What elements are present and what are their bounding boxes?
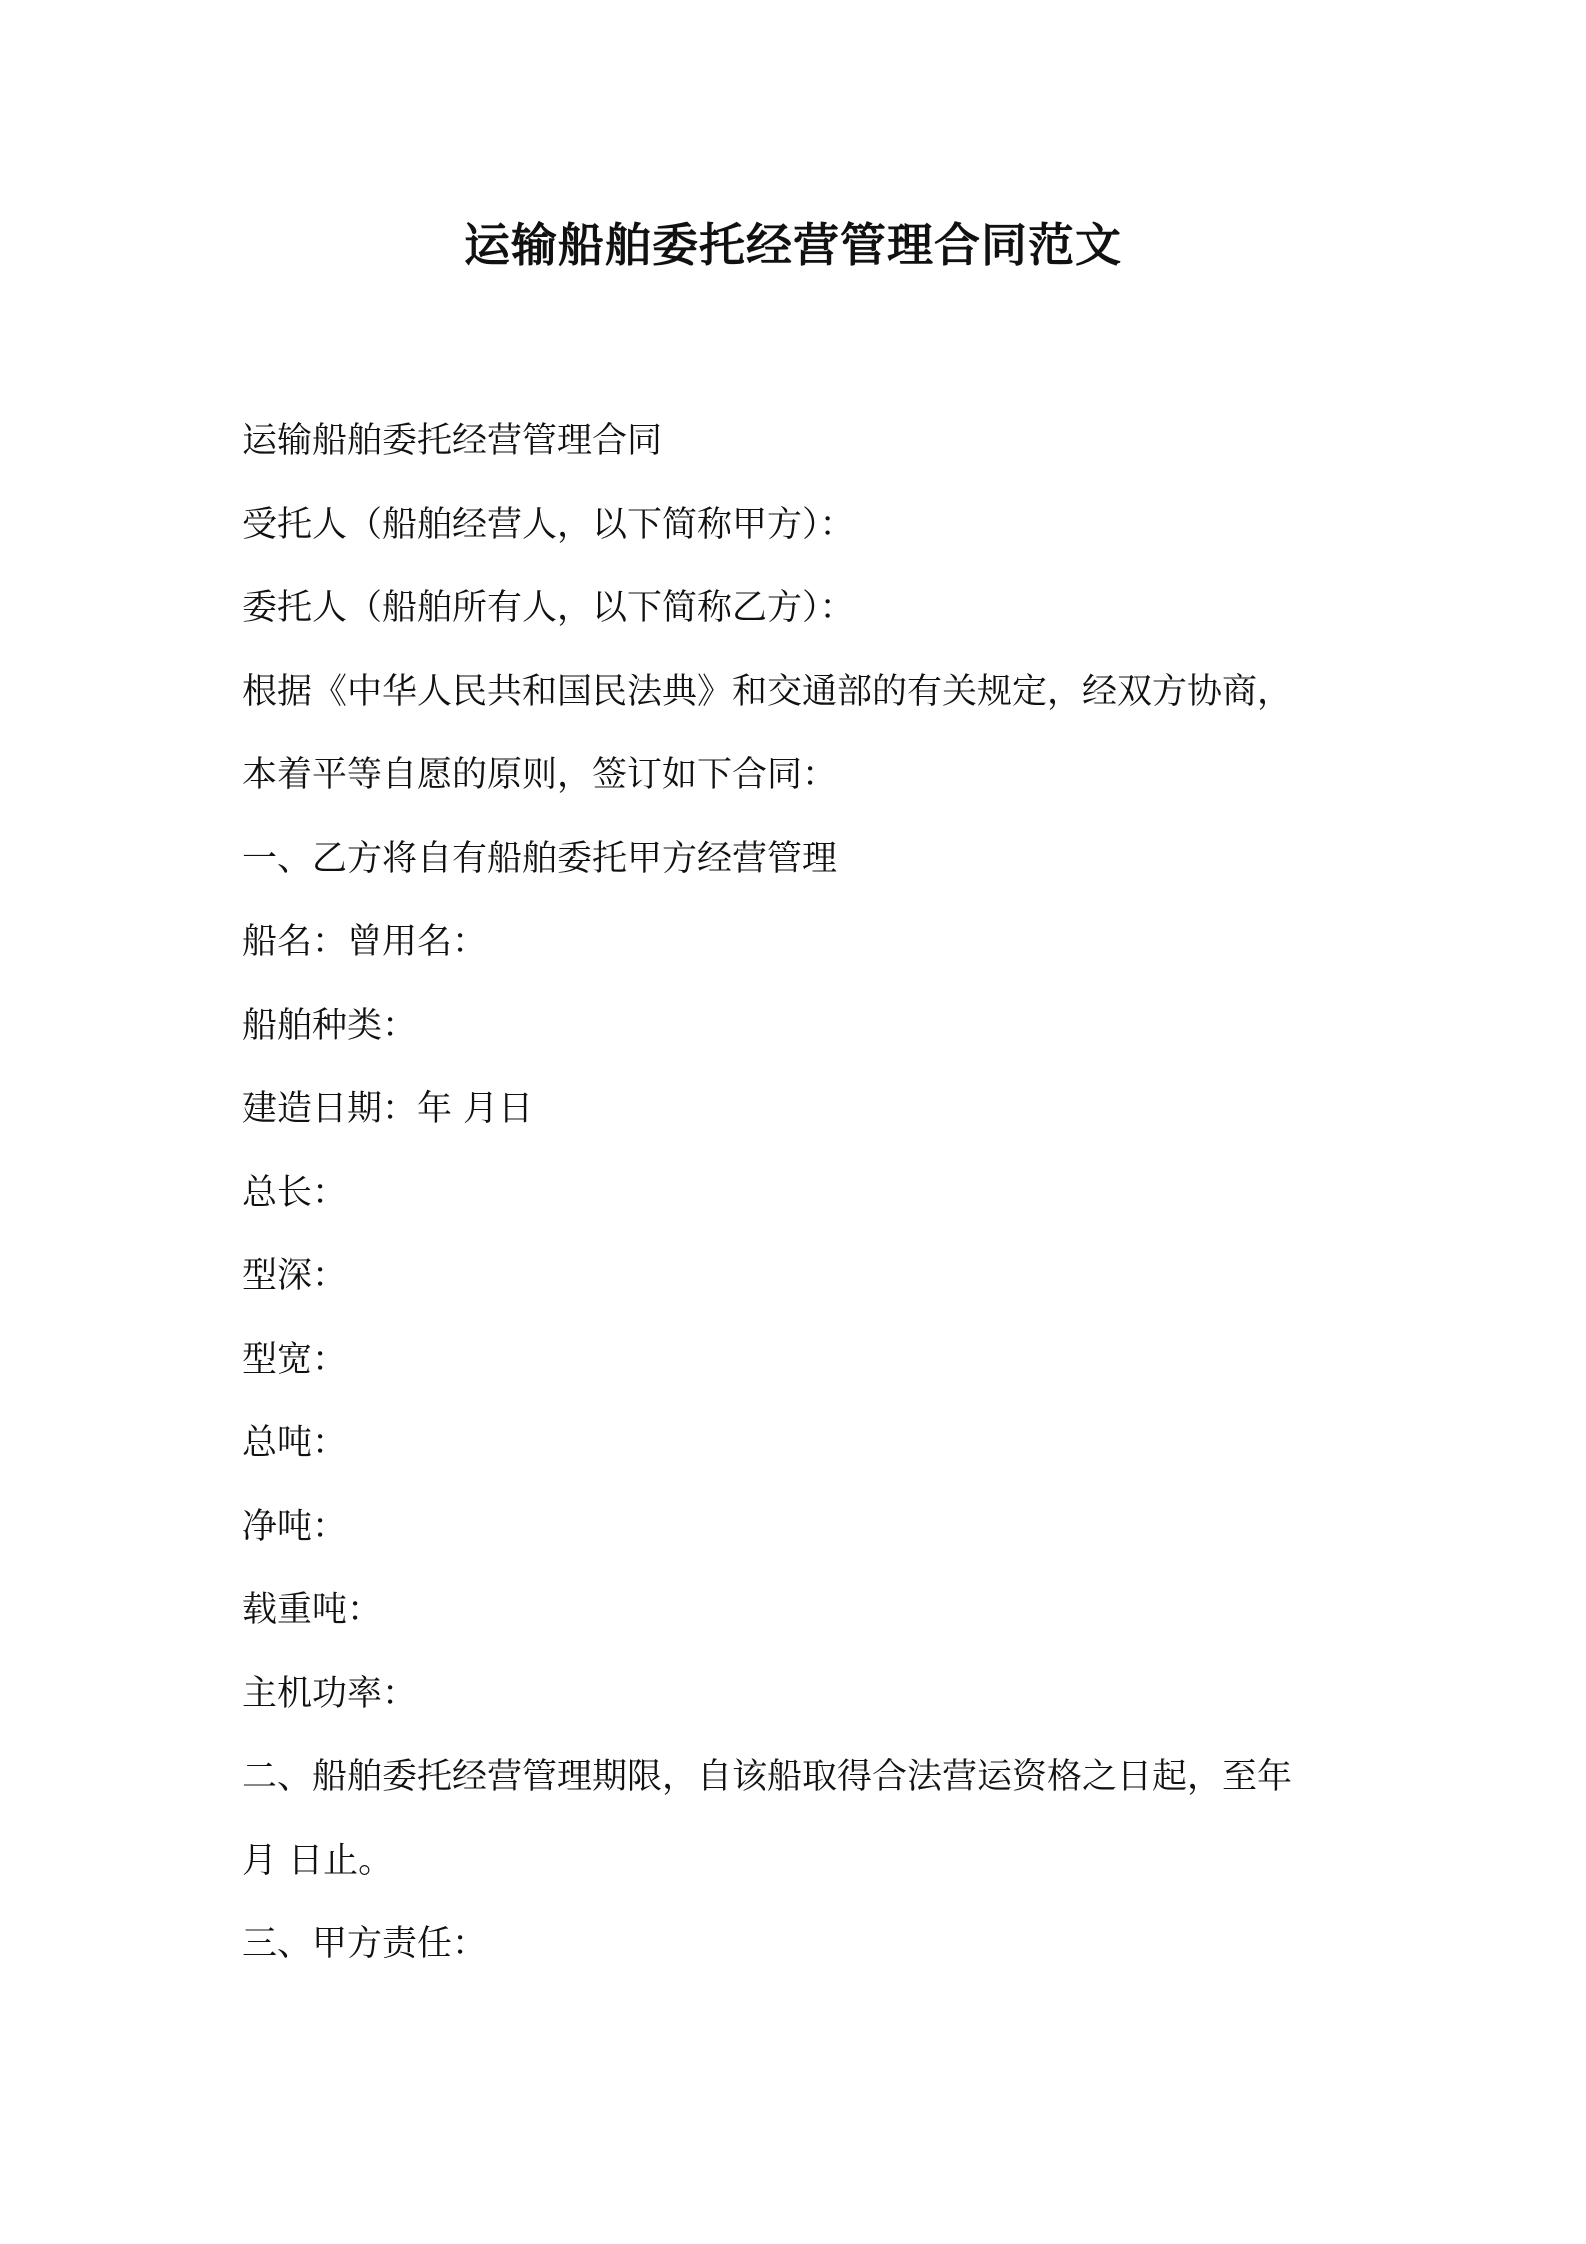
clause-2-line-1: 二、船舶委托经营管理期限，自该船取得合法营运资格之日起，至年 (242, 1757, 1293, 1797)
field-deadweight: 载重吨： (242, 1590, 383, 1630)
field-engine-power: 主机功率： (242, 1673, 418, 1714)
document-title: 运输船舶委托经营管理合同范文 (464, 218, 1122, 272)
contract-heading: 运输船舶委托经营管理合同 (242, 421, 663, 461)
clause-2-line-2: 月 日止。 (242, 1840, 394, 1881)
trustee-line: 受托人（船舶经营人，以下简称甲方）： (242, 504, 855, 545)
field-moulded-breadth: 型宽： (242, 1339, 348, 1380)
clause-3-heading: 三、甲方责任： (242, 1924, 488, 1964)
document-body (242, 400, 1392, 1987)
field-overall-length: 总长： (242, 1172, 348, 1213)
preamble-line-1: 根据《中华人民共和国民法典》和交通部的有关规定，经双方协商， (242, 671, 1293, 712)
field-build-date: 建造日期：年 月日 (242, 1089, 534, 1129)
field-ship-name: 船名：曾用名： (242, 922, 488, 962)
entrustor-line: 委托人（船舶所有人，以下简称乙方）： (242, 588, 855, 628)
preamble-line-2: 本着平等自愿的原则，签订如下合同： (242, 755, 838, 795)
field-gross-tonnage: 总吨： (242, 1423, 348, 1463)
field-ship-type: 船舶种类： (242, 1005, 418, 1046)
clause-1-heading: 一、乙方将自有船舶委托甲方经营管理 (242, 838, 838, 879)
field-net-tonnage: 净吨： (242, 1506, 348, 1547)
field-moulded-depth: 型深： (242, 1256, 348, 1296)
